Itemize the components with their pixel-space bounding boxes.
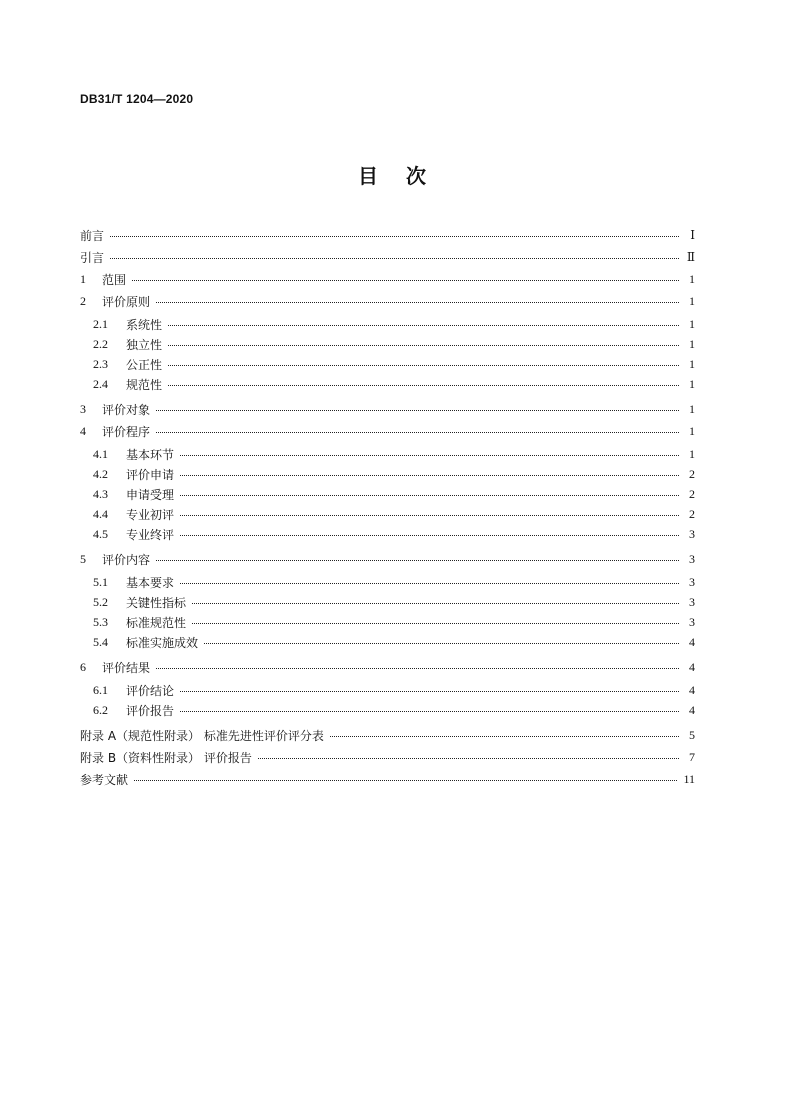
dot-leader <box>168 325 679 326</box>
toc-entry-page: 4 <box>689 682 695 697</box>
toc-title: 目次 <box>358 164 454 188</box>
toc-entry-number: 4.1 <box>93 446 108 461</box>
toc-entry[interactable] <box>80 334 695 354</box>
dot-leader <box>156 410 679 411</box>
toc-entry-label: 标准实施成效 <box>126 635 199 650</box>
dot-leader <box>180 495 679 496</box>
toc-entry-page: 1 <box>689 401 695 416</box>
toc-entry-page: 3 <box>689 614 695 629</box>
dot-leader <box>258 758 679 759</box>
toc-entry-label: 评价内容 <box>102 552 151 567</box>
toc-entry[interactable] <box>80 548 695 570</box>
dot-leader <box>156 432 679 433</box>
dot-leader <box>168 365 679 366</box>
toc-entry-page: 1 <box>689 376 695 391</box>
toc-entry[interactable] <box>80 444 695 464</box>
dot-leader <box>180 515 679 516</box>
dot-leader <box>156 560 679 561</box>
dot-leader <box>156 302 679 303</box>
toc-entry[interactable] <box>80 290 695 312</box>
toc-entry-page: 1 <box>689 446 695 461</box>
toc-entry-label: 关键性指标 <box>126 595 187 610</box>
toc-entry-page: 11 <box>683 771 695 786</box>
toc-entry-label: 评价结论 <box>126 683 175 698</box>
toc-entry-number: 4.5 <box>93 526 108 541</box>
toc-entry[interactable] <box>80 464 695 484</box>
toc-entry-number: 5.4 <box>93 634 108 649</box>
toc-entry-page: Ⅰ <box>690 227 695 242</box>
document-code: DB31/T 1204—2020 <box>80 92 194 106</box>
dot-leader <box>192 623 679 624</box>
toc-entry-label: 基本要求 <box>126 575 175 590</box>
dot-leader <box>204 643 679 644</box>
toc-entry-page: 1 <box>689 356 695 371</box>
toc-entry-number: 4 <box>80 423 86 438</box>
toc-entry-label: 范围 <box>102 272 127 287</box>
toc-entry-label: 独立性 <box>126 337 163 352</box>
toc-entry-page: 2 <box>689 506 695 521</box>
toc-entry[interactable] <box>80 420 695 442</box>
toc-entry[interactable] <box>80 632 695 652</box>
dot-leader <box>156 668 679 669</box>
dot-leader <box>132 280 679 281</box>
dot-leader <box>168 345 679 346</box>
toc-entry-label: 引言 <box>80 250 105 265</box>
toc-entry-label: 专业初评 <box>126 507 175 522</box>
toc-entry-page: 5 <box>689 727 695 742</box>
toc-entry[interactable] <box>80 224 695 246</box>
toc-entry-number: 5.1 <box>93 574 108 589</box>
toc-entry[interactable] <box>80 398 695 420</box>
toc-entry[interactable] <box>80 746 695 768</box>
toc-entry-page: 2 <box>689 466 695 481</box>
toc-entry[interactable] <box>80 700 695 720</box>
toc-entry-page: 1 <box>689 423 695 438</box>
toc-entry-label: 评价对象 <box>102 402 151 417</box>
toc-entry-label: 评价程序 <box>102 424 151 439</box>
toc-entry[interactable] <box>80 354 695 374</box>
toc-entry-number: 1 <box>80 271 86 286</box>
dot-leader <box>180 535 679 536</box>
toc-entry-page: 4 <box>689 659 695 674</box>
toc-entry-label: 附录 A（规范性附录） 标准先进性评价评分表 <box>80 728 324 743</box>
toc-entry-label: 评价申请 <box>126 467 175 482</box>
dot-leader <box>180 711 679 712</box>
toc-entry-page: 3 <box>689 551 695 566</box>
toc-entry-label: 公正性 <box>126 357 163 372</box>
toc-entry[interactable] <box>80 592 695 612</box>
toc-entry-label: 评价报告 <box>126 703 175 718</box>
toc-entry-page: 3 <box>689 574 695 589</box>
toc-entry-label: 评价原则 <box>102 294 151 309</box>
toc-entry[interactable] <box>80 656 695 678</box>
toc-entry-label: 专业终评 <box>126 527 175 542</box>
dot-leader <box>168 385 679 386</box>
toc-entry-label: 参考文献 <box>80 772 129 787</box>
toc-entry-label: 规范性 <box>126 377 163 392</box>
toc-entry-page: 7 <box>689 749 695 764</box>
toc-entry[interactable] <box>80 314 695 334</box>
toc-entry-number: 2 <box>80 293 86 308</box>
toc-entry[interactable] <box>80 268 695 290</box>
toc-entry-label: 标准规范性 <box>126 615 187 630</box>
dot-leader <box>110 258 679 259</box>
toc-entry-page: 4 <box>689 634 695 649</box>
toc-entry-number: 4.3 <box>93 486 108 501</box>
toc-entry[interactable] <box>80 484 695 504</box>
toc-entry-number: 2.3 <box>93 356 108 371</box>
toc-entry-page: Ⅱ <box>686 249 695 264</box>
toc-entry-number: 4.2 <box>93 466 108 481</box>
toc-entry[interactable] <box>80 572 695 592</box>
toc-entry-label: 基本环节 <box>126 447 175 462</box>
toc-entry-number: 6 <box>80 659 86 674</box>
toc-entry-label: 评价结果 <box>102 660 151 675</box>
toc-entry-page: 2 <box>689 486 695 501</box>
table-of-contents <box>80 224 695 790</box>
toc-entry[interactable] <box>80 504 695 524</box>
dot-leader <box>330 736 679 737</box>
toc-entry-label: 系统性 <box>126 317 163 332</box>
toc-entry[interactable] <box>80 524 695 544</box>
toc-entry-number: 6.1 <box>93 682 108 697</box>
toc-entry[interactable] <box>80 680 695 700</box>
toc-entry-label: 申请受理 <box>126 487 175 502</box>
dot-leader <box>134 780 677 781</box>
toc-entry-page: 4 <box>689 702 695 717</box>
toc-entry-number: 2.2 <box>93 336 108 351</box>
toc-entry-page: 3 <box>689 526 695 541</box>
toc-entry-number: 5 <box>80 551 86 566</box>
toc-entry-number: 4.4 <box>93 506 108 521</box>
dot-leader <box>180 455 679 456</box>
toc-entry-page: 1 <box>689 336 695 351</box>
toc-entry[interactable] <box>80 374 695 394</box>
toc-entry-page: 1 <box>689 271 695 286</box>
toc-entry-number: 2.1 <box>93 316 108 331</box>
toc-entry-label: 前言 <box>80 228 105 243</box>
toc-entry[interactable] <box>80 612 695 632</box>
toc-entry-number: 6.2 <box>93 702 108 717</box>
dot-leader <box>110 236 679 237</box>
toc-entry-number: 5.3 <box>93 614 108 629</box>
toc-entry-number: 3 <box>80 401 86 416</box>
toc-entry-number: 5.2 <box>93 594 108 609</box>
toc-entry-number: 2.4 <box>93 376 108 391</box>
toc-entry-page: 1 <box>689 316 695 331</box>
toc-entry[interactable] <box>80 724 695 746</box>
dot-leader <box>180 583 679 584</box>
toc-entry-page: 3 <box>689 594 695 609</box>
toc-entry[interactable] <box>80 768 695 790</box>
toc-entry-label: 附录 B（资料性附录） 评价报告 <box>80 750 252 765</box>
dot-leader <box>180 691 679 692</box>
dot-leader <box>192 603 679 604</box>
dot-leader <box>180 475 679 476</box>
toc-entry[interactable] <box>80 246 695 268</box>
toc-entry-page: 1 <box>689 293 695 308</box>
